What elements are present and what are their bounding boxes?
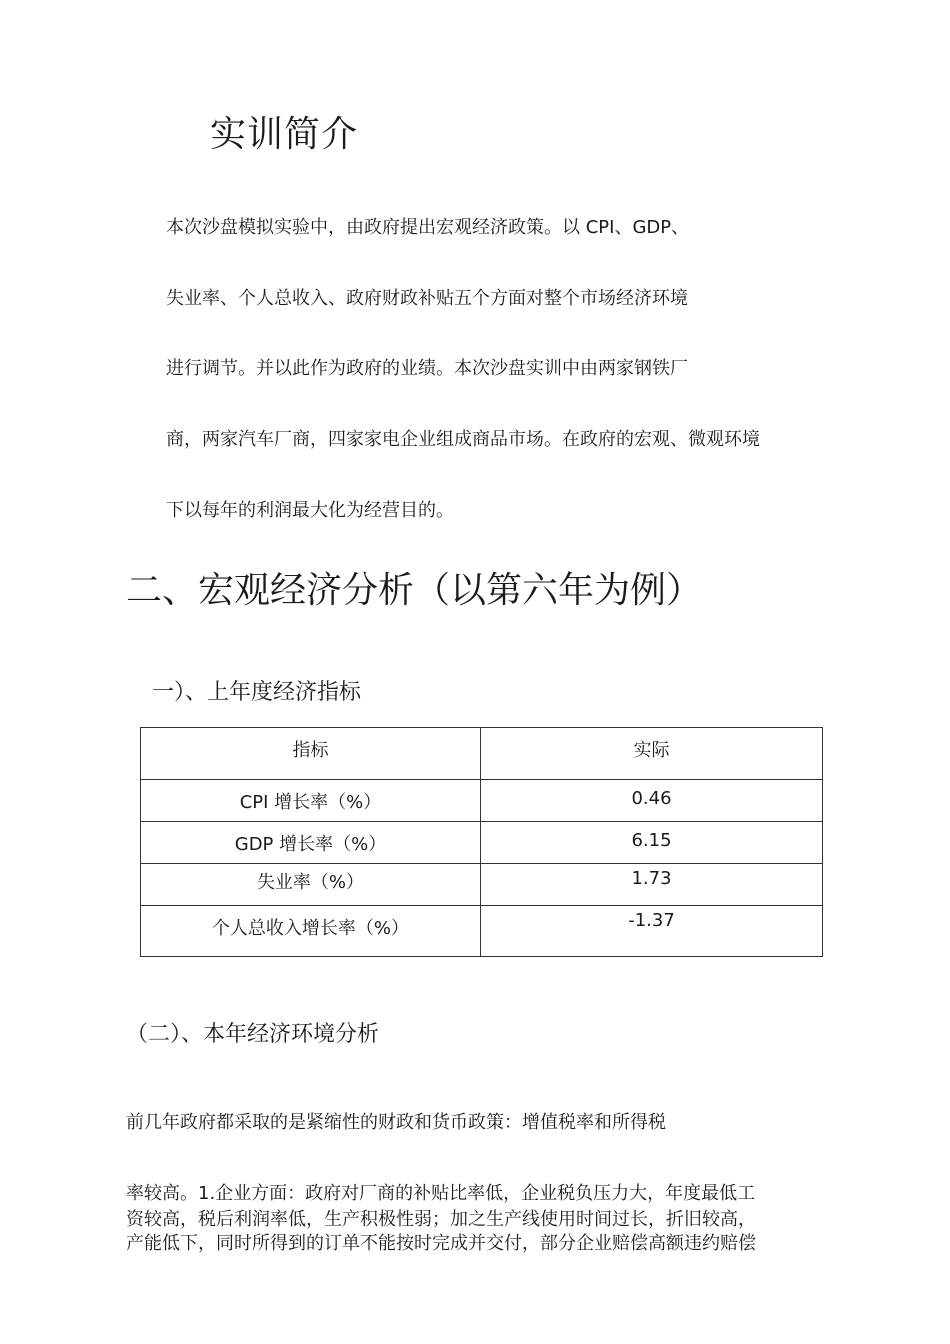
intro-line-1: 本次沙盘模拟实验中，由政府提出宏观经济政策。以 CPI、GDP、 <box>166 217 690 238</box>
intro-line-5: 下以每年的利润最大化为经营目的。 <box>166 500 454 521</box>
body-line-3: 资较高，税后利润率低，生产积极性弱；加之生产线使用时间过长，折旧较高， <box>126 1209 756 1230</box>
table-cell-indicator: 个人总收入增长率（%） <box>141 906 481 957</box>
table-cell-indicator: CPI 增长率（%） <box>141 780 481 822</box>
intro-line-3: 进行调节。并以此作为政府的业绩。本次沙盘实训中由两家钢铁厂 <box>166 358 688 379</box>
table-cell-indicator: 失业率（%） <box>141 864 481 906</box>
subheading-environment: （二）、本年经济环境分析 <box>126 1022 380 1047</box>
table-row <box>141 864 823 906</box>
section-heading-macro: 二、宏观经济分析（以第六年为例） <box>126 570 703 611</box>
table-cell-indicator: GDP 增长率（%） <box>141 822 481 864</box>
intro-line-4: 商，两家汽车厂商，四家家电企业组成商品市场。在政府的宏观、微观环境 <box>166 429 760 450</box>
table-cell-actual: 6.15 <box>481 822 823 864</box>
body-line-4: 产能低下，同时所得到的订单不能按时完成并交付，部分企业赔偿高额违约赔偿 <box>126 1233 756 1254</box>
intro-line-2: 失业率、个人总收入、政府财政补贴五个方面对整个市场经济环境 <box>166 288 688 309</box>
table-cell-actual: -1.37 <box>481 906 823 957</box>
body-line-2: 率较高。1.企业方面：政府对厂商的补贴比率低，企业税负压力大，年度最低工 <box>126 1183 756 1204</box>
table-row <box>141 822 823 864</box>
table-row <box>141 906 823 957</box>
subheading-indicators: 一）、上年度经济指标 <box>152 680 362 705</box>
table-cell-actual: 1.73 <box>481 864 823 906</box>
body-line-1: 前几年政府都采取的是紧缩性的财政和货币政策：增值税率和所得税 <box>126 1112 666 1133</box>
table-row <box>141 780 823 822</box>
table-header-actual: 实际 <box>481 728 823 780</box>
page-title: 实训简介 <box>210 114 359 155</box>
table-header-row <box>141 728 823 780</box>
indicator-table <box>140 727 823 957</box>
table-header-indicator: 指标 <box>141 728 481 780</box>
table-cell-actual: 0.46 <box>481 780 823 822</box>
